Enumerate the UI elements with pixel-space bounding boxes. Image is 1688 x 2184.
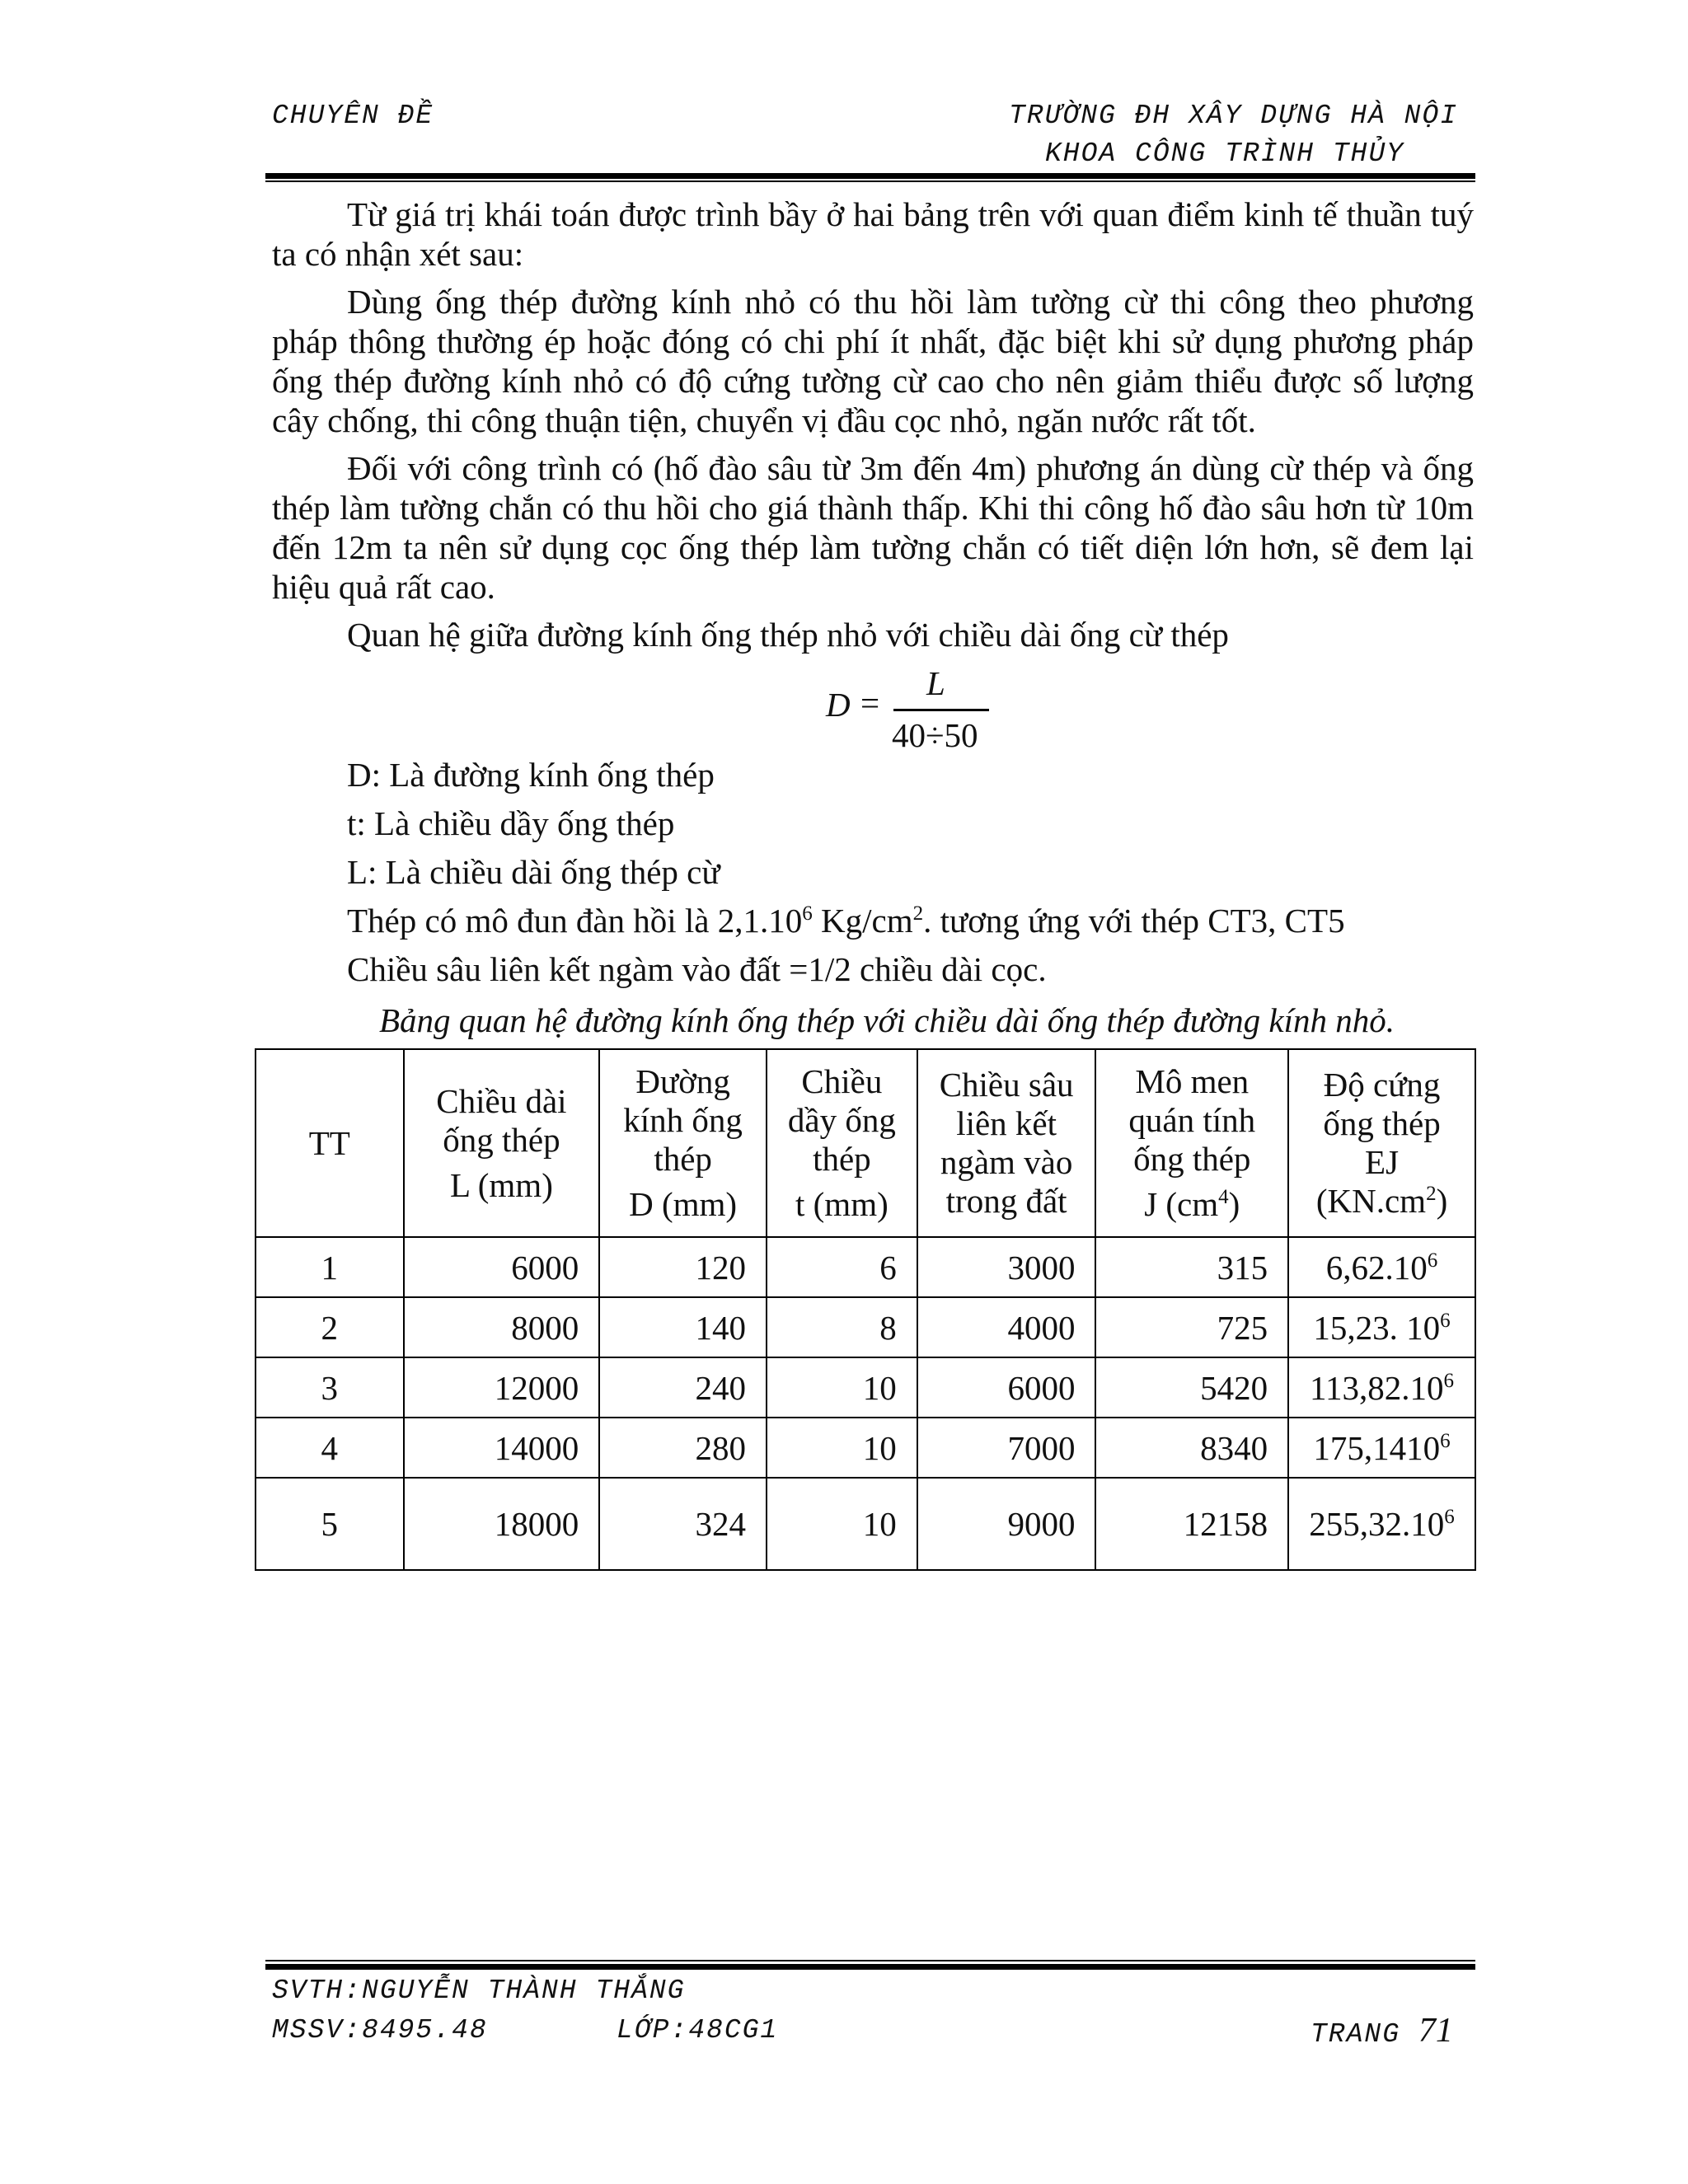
- formula: [826, 663, 1007, 754]
- cell-depth: 6000: [917, 1357, 1096, 1418]
- modulus-line: [272, 901, 1474, 940]
- data-table: [255, 1048, 1476, 1571]
- cell-length: 18000: [404, 1478, 600, 1570]
- definition-t: t: Là chiều dầy ống thép: [347, 804, 675, 842]
- table-row: [256, 1237, 1475, 1297]
- cell-depth: 7000: [917, 1418, 1096, 1478]
- cell-moment: 12158: [1095, 1478, 1288, 1570]
- cell-thickness: 6: [767, 1237, 917, 1297]
- cell-length: 12000: [404, 1357, 600, 1418]
- formula-fraction-bar: [893, 709, 989, 711]
- cell-stiffness: 175,1410$^6$: [1288, 1418, 1475, 1478]
- footer-rule-thick: [265, 1964, 1475, 1970]
- table-caption: Bảng quan hệ đường kính ống thép với chiều dài ống thép đường kính nhỏ.: [379, 1001, 1395, 1039]
- cell-length: 14000: [404, 1418, 600, 1478]
- paragraph-1: Từ giá trị khái toán được trình bầy ở hai bảng trên với quan điểm kinh tế thuần tuý ta có nhận xét sau:: [272, 195, 1474, 273]
- footer-page-label: TRANG: [1311, 2019, 1401, 2050]
- footer-rule-thin: [265, 1960, 1475, 1961]
- cell-tt: 1: [256, 1237, 404, 1297]
- cell-stiffness: 255,32.10$^6$: [1288, 1478, 1475, 1570]
- cell-diameter: 120: [599, 1237, 767, 1297]
- header-tt: TT: [256, 1049, 404, 1237]
- cell-tt: 2: [256, 1297, 404, 1357]
- modulus-unit-exp: 2: [912, 902, 924, 925]
- cell-depth: 3000: [917, 1237, 1096, 1297]
- cell-tt: 5: [256, 1478, 404, 1570]
- header-moment: Mô men quán tính ống thép J $(cm^4)$: [1095, 1049, 1288, 1237]
- table-row: [256, 1478, 1475, 1570]
- cell-thickness: 10: [767, 1357, 917, 1418]
- modulus-prefix: Thép có mô đun đàn hồi là 2,1.10: [347, 902, 803, 940]
- cell-stiffness: 113,82.10$^6$: [1288, 1357, 1475, 1418]
- formula-numerator: L: [926, 664, 945, 702]
- definition-d: D: Là đường kính ống thép: [347, 756, 715, 794]
- paragraph-3: Đối với công trình có (hố đào sâu từ 3m đến 4m) phương án dùng cừ thép và ống thép làm tường chắn có thu hồi cho giá thành thấp. Khi thi công hố đào sâu hơn từ 10m đến 12m ta nên sử dụng cọc ống thép làm tường chắn có tiết diện lớn hơn, sẽ đem lại hiệu quả rất cao.: [272, 449, 1474, 606]
- cell-thickness: 10: [767, 1418, 917, 1478]
- cell-diameter: 324: [599, 1478, 767, 1570]
- formula-lhs: D: [826, 686, 851, 724]
- header-stiffness: Độ cứng ống thép EJ $(KN.cm^2)$: [1288, 1049, 1475, 1237]
- definitions: [272, 755, 1474, 989]
- cell-thickness: 10: [767, 1478, 917, 1570]
- cell-tt: 4: [256, 1418, 404, 1478]
- footer-student: SVTH:NGUYỄN THÀNH THẮNG: [272, 1975, 686, 2006]
- body-text: [272, 194, 1474, 654]
- modulus-unit: Kg/cm: [812, 902, 913, 940]
- footer-page-number: 71: [1418, 2012, 1453, 2050]
- cell-length: 8000: [404, 1297, 600, 1357]
- definition-l: L: Là chiều dài ống thép cừ: [347, 853, 720, 891]
- paragraph-2: Dùng ống thép đường kính nhỏ có thu hồi làm tường cừ thi công theo phương pháp thông thường ép hoặc đóng có chi phí ít nhất, đặc biệt khi sử dụng phương pháp ống thép đường kính nhỏ có độ cứng tường cừ cao cho nên giảm thiểu được số lượng cây chống, thi công thuận tiện, chuyển vị đầu cọc nhỏ, ngăn nước rất tốt.: [272, 283, 1474, 439]
- formula-equals: =: [860, 684, 880, 722]
- cell-moment: 315: [1095, 1237, 1288, 1297]
- table-row: [256, 1418, 1475, 1478]
- header-faculty: KHOA CÔNG TRÌNH THỦY: [1045, 138, 1405, 169]
- header-rule-thin: [265, 180, 1475, 182]
- header-embed-depth: Chiều sâu liên kết ngàm vào trong đất: [917, 1049, 1096, 1237]
- header-diameter: Đường kính ống thép D (mm): [599, 1049, 767, 1237]
- cell-moment: 8340: [1095, 1418, 1288, 1478]
- cell-moment: 5420: [1095, 1357, 1288, 1418]
- header-left-title: CHUYÊN ĐỀ: [272, 101, 434, 131]
- footer-student-id: MSSV:8495.48: [272, 2015, 488, 2046]
- cell-length: 6000: [404, 1237, 600, 1297]
- cell-stiffness: 6,62.10$^6$: [1288, 1237, 1475, 1297]
- cell-depth: 9000: [917, 1478, 1096, 1570]
- header-rule-thick: [265, 173, 1475, 179]
- relation-line: Quan hệ giữa đường kính ống thép nhỏ với chiều dài ống cừ thép: [347, 616, 1229, 654]
- cell-stiffness: 15,23. $10^6$: [1288, 1297, 1475, 1357]
- modulus-exp: 6: [802, 902, 813, 925]
- footer-class: LỚP:48CG1: [617, 2015, 779, 2046]
- header-university: TRƯỜNG ĐH XÂY DỰNG HÀ NỘI: [1009, 101, 1459, 131]
- cell-diameter: 240: [599, 1357, 767, 1418]
- cell-moment: 725: [1095, 1297, 1288, 1357]
- depth-line: Chiều sâu liên kết ngàm vào đất =1/2 chiều dài cọc.: [347, 950, 1047, 988]
- formula-denominator: 40÷50: [892, 716, 978, 754]
- header-length: Chiều dài ống thép L (mm): [404, 1049, 600, 1237]
- footer-page: [1311, 2011, 1453, 2050]
- cell-tt: 3: [256, 1357, 404, 1418]
- cell-diameter: 280: [599, 1418, 767, 1478]
- table-row: [256, 1297, 1475, 1357]
- modulus-suffix: . tương ứng với thép CT3, CT5: [923, 902, 1345, 940]
- cell-depth: 4000: [917, 1297, 1096, 1357]
- table-header-row: [256, 1049, 1475, 1237]
- header-thickness: Chiều dầy ống thép t (mm): [767, 1049, 917, 1237]
- cell-diameter: 140: [599, 1297, 767, 1357]
- table-row: [256, 1357, 1475, 1418]
- cell-thickness: 8: [767, 1297, 917, 1357]
